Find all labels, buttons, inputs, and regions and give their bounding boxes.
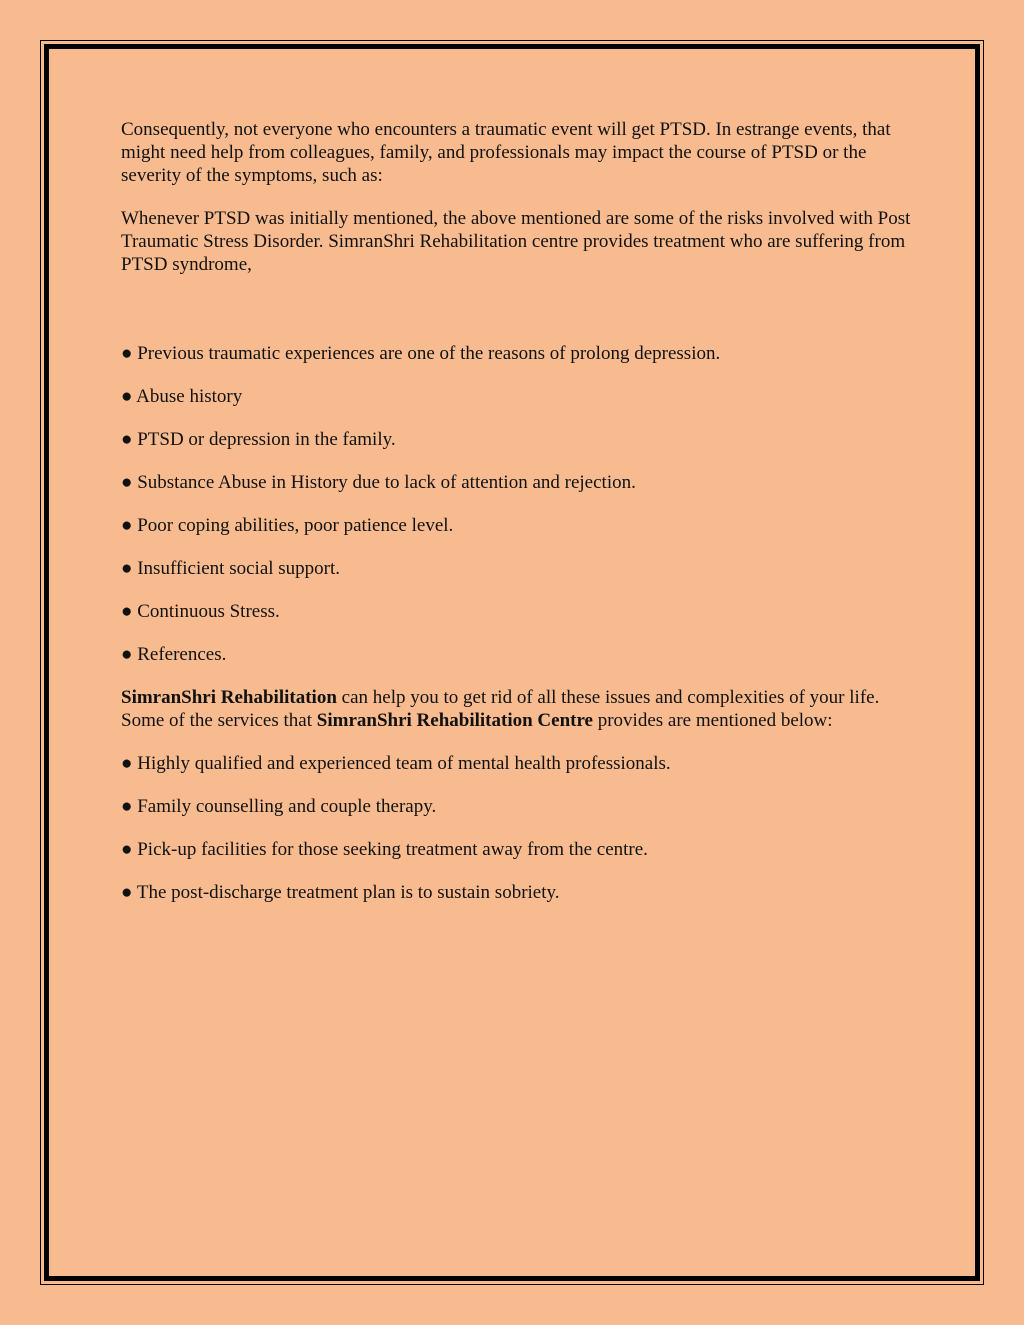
centre-name-bold: SimranShri Rehabilitation Centre: [316, 710, 593, 731]
list-item: ● Pick-up facilities for those seeking treatment away from the centre.: [121, 839, 648, 860]
services-intro-text: can help you to get rid of all these issues and complexities of your life. Some of the services that: [121, 687, 880, 731]
list-item: ● Continuous Stress.: [121, 601, 280, 622]
intro-paragraph: Consequently, not everyone who encounters a traumatic event will get PTSD. In estrange events, that might need help from colleagues, family, and professionals may impact the course of PTSD or the severity of the symptoms, such as:: [121, 119, 891, 186]
list-item: ● The post-discharge treatment plan is to sustain sobriety.: [121, 882, 560, 903]
brand-name-bold: SimranShri Rehabilitation: [121, 687, 337, 708]
services-intro-text-end: provides are mentioned below:: [592, 710, 833, 731]
services-list: [121, 752, 911, 904]
document-body: [121, 118, 911, 924]
list-item: ● References.: [121, 644, 227, 665]
list-item: ● Highly qualified and experienced team of mental health professionals.: [121, 753, 671, 774]
list-item: ● Substance Abuse in History due to lack of attention and rejection.: [121, 472, 636, 493]
risks-paragraph: Whenever PTSD was initially mentioned, the above mentioned are some of the risks involved with Post Traumatic Stress Disorder. SimranShri Rehabilitation centre provides treatment who are suffering from PTSD syndrome,: [121, 208, 911, 275]
list-item: ● Insufficient social support.: [121, 558, 341, 579]
list-item: ● Abuse history: [121, 386, 243, 407]
list-item: ● Previous traumatic experiences are one of the reasons of prolong depression.: [121, 343, 721, 364]
list-item: ● Family counselling and couple therapy.: [121, 796, 437, 817]
list-item: ● Poor coping abilities, poor patience level.: [121, 515, 454, 536]
risk-list: [121, 342, 911, 666]
services-intro-paragraph: [121, 686, 911, 732]
list-item: ● PTSD or depression in the family.: [121, 429, 396, 450]
